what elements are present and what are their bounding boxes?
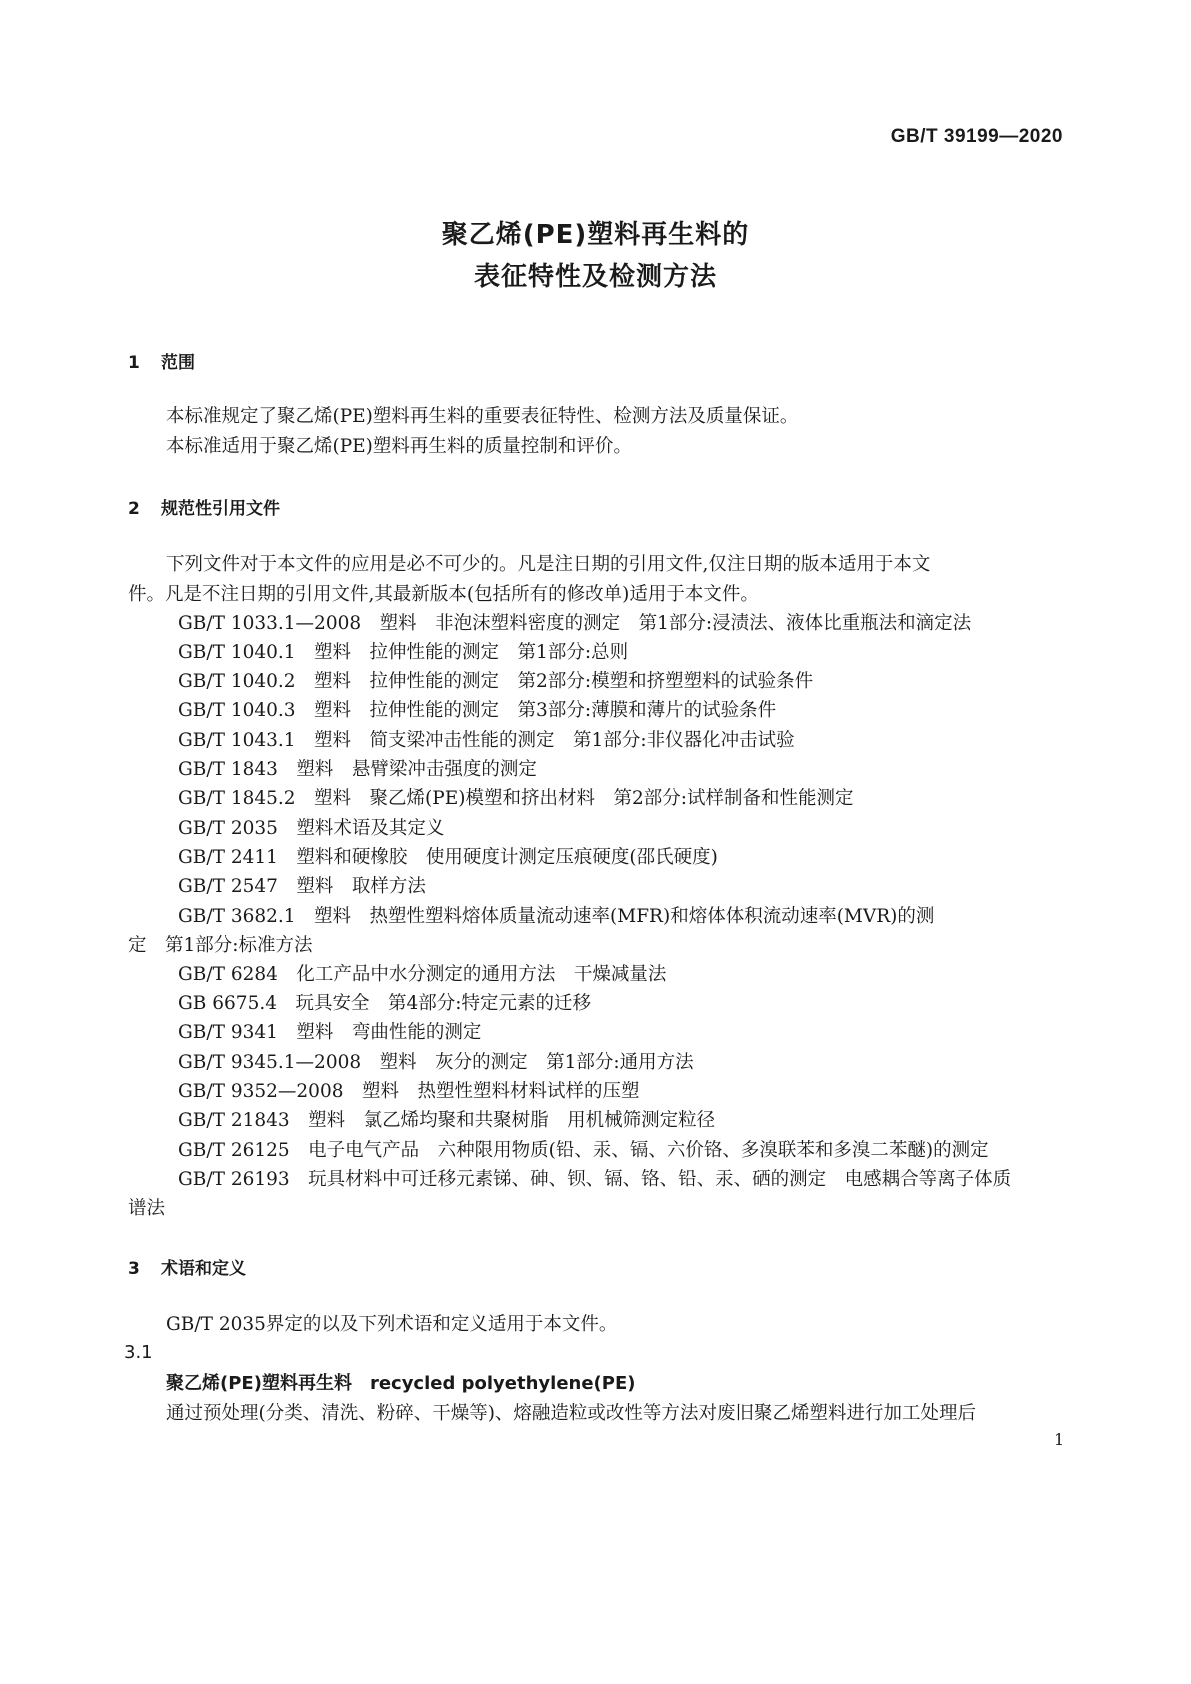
section-number: 2 [128,499,140,519]
reference-item: GB/T 1040.1 塑料 拉伸性能的测定 第1部分:总则 [178,642,629,663]
reference-item: GB/T 2411 塑料和硬橡胶 使用硬度计测定压痕硬度(邵氏硬度) [178,847,718,868]
reference-item: GB/T 21843 塑料 氯乙烯均聚和共聚树脂 用机械筛测定粒径 [178,1110,716,1131]
reference-continuation: 定 第1部分:标准方法 [128,935,313,956]
paragraph: 下列文件对于本文件的应用是必不可少的。凡是注日期的引用文件,仅注日期的版本适用于本文 [166,554,931,575]
reference-item: GB/T 1845.2 塑料 聚乙烯(PE)模塑和挤出材料 第2部分:试样制备和性能测定 [178,788,854,809]
reference-item: GB/T 2035 塑料术语及其定义 [178,818,445,839]
page-number: 1 [1054,1430,1065,1449]
reference-item: GB/T 9341 塑料 弯曲性能的测定 [178,1022,482,1043]
section-number: 3 [128,1259,140,1279]
reference-item: GB/T 9352—2008 塑料 热塑性塑料材料试样的压塑 [178,1081,640,1102]
reference-item: GB/T 9345.1—2008 塑料 灰分的测定 第1部分:通用方法 [178,1052,694,1073]
paragraph: 本标准适用于聚乙烯(PE)塑料再生料的质量控制和评价。 [166,436,632,457]
section-title: 术语和定义 [161,1259,246,1279]
section-title: 规范性引用文件 [161,499,280,519]
paragraph: GB/T 2035界定的以及下列术语和定义适用于本文件。 [166,1314,618,1335]
reference-item: GB/T 26125 电子电气产品 六种限用物质(铅、汞、镉、六价铬、多溴联苯和多溴二苯醚)的测定 [178,1140,989,1161]
section-number: 1 [128,353,140,373]
paragraph: 件。凡是不注日期的引用文件,其最新版本(包括所有的修改单)适用于本文件。 [128,584,759,605]
section-3-heading [128,1254,246,1279]
clause-number: 3.1 [124,1342,153,1363]
reference-item: GB/T 26193 玩具材料中可迁移元素锑、砷、钡、镉、铬、铅、汞、硒的测定 电感耦合等离子体质 [178,1169,1012,1190]
section-1-heading [128,348,195,373]
reference-item: GB/T 1843 塑料 悬臂梁冲击强度的测定 [178,759,537,780]
reference-item: GB 6675.4 玩具安全 第4部分:特定元素的迁移 [178,993,591,1014]
section-title: 范围 [161,353,195,373]
document-title-line-2: 表征特性及检测方法 [473,262,717,292]
reference-item: GB/T 6284 化工产品中水分测定的通用方法 干燥减量法 [178,964,667,985]
paragraph: 本标准规定了聚乙烯(PE)塑料再生料的重要表征特性、检测方法及质量保证。 [166,406,799,427]
document-title-line-1: 聚乙烯(PE)塑料再生料的 [441,220,750,250]
reference-item: GB/T 2547 塑料 取样方法 [178,876,426,897]
reference-item: GB/T 1040.3 塑料 拉伸性能的测定 第3部分:薄膜和薄片的试验条件 [178,700,777,721]
reference-item: GB/T 1033.1—2008 塑料 非泡沫塑料密度的测定 第1部分:浸渍法、液体比重瓶法和滴定法 [178,613,972,634]
standard-code: GB/T 39199—2020 [890,126,1063,147]
term-heading: 聚乙烯(PE)塑料再生料 recycled polyethylene(PE) [166,1373,636,1394]
reference-item: GB/T 3682.1 塑料 热塑性塑料熔体质量流动速率(MFR)和熔体体积流动速率(MVR)的测 [178,906,935,927]
section-2-heading [128,494,280,519]
term-definition: 通过预处理(分类、清洗、粉碎、干燥等)、熔融造粒或改性等方法对废旧聚乙烯塑料进行加工处理后 [166,1403,976,1424]
reference-continuation: 谱法 [128,1198,166,1219]
reference-item: GB/T 1043.1 塑料 简支梁冲击性能的测定 第1部分:非仪器化冲击试验 [178,730,795,751]
reference-item: GB/T 1040.2 塑料 拉伸性能的测定 第2部分:模塑和挤塑塑料的试验条件 [178,671,814,692]
